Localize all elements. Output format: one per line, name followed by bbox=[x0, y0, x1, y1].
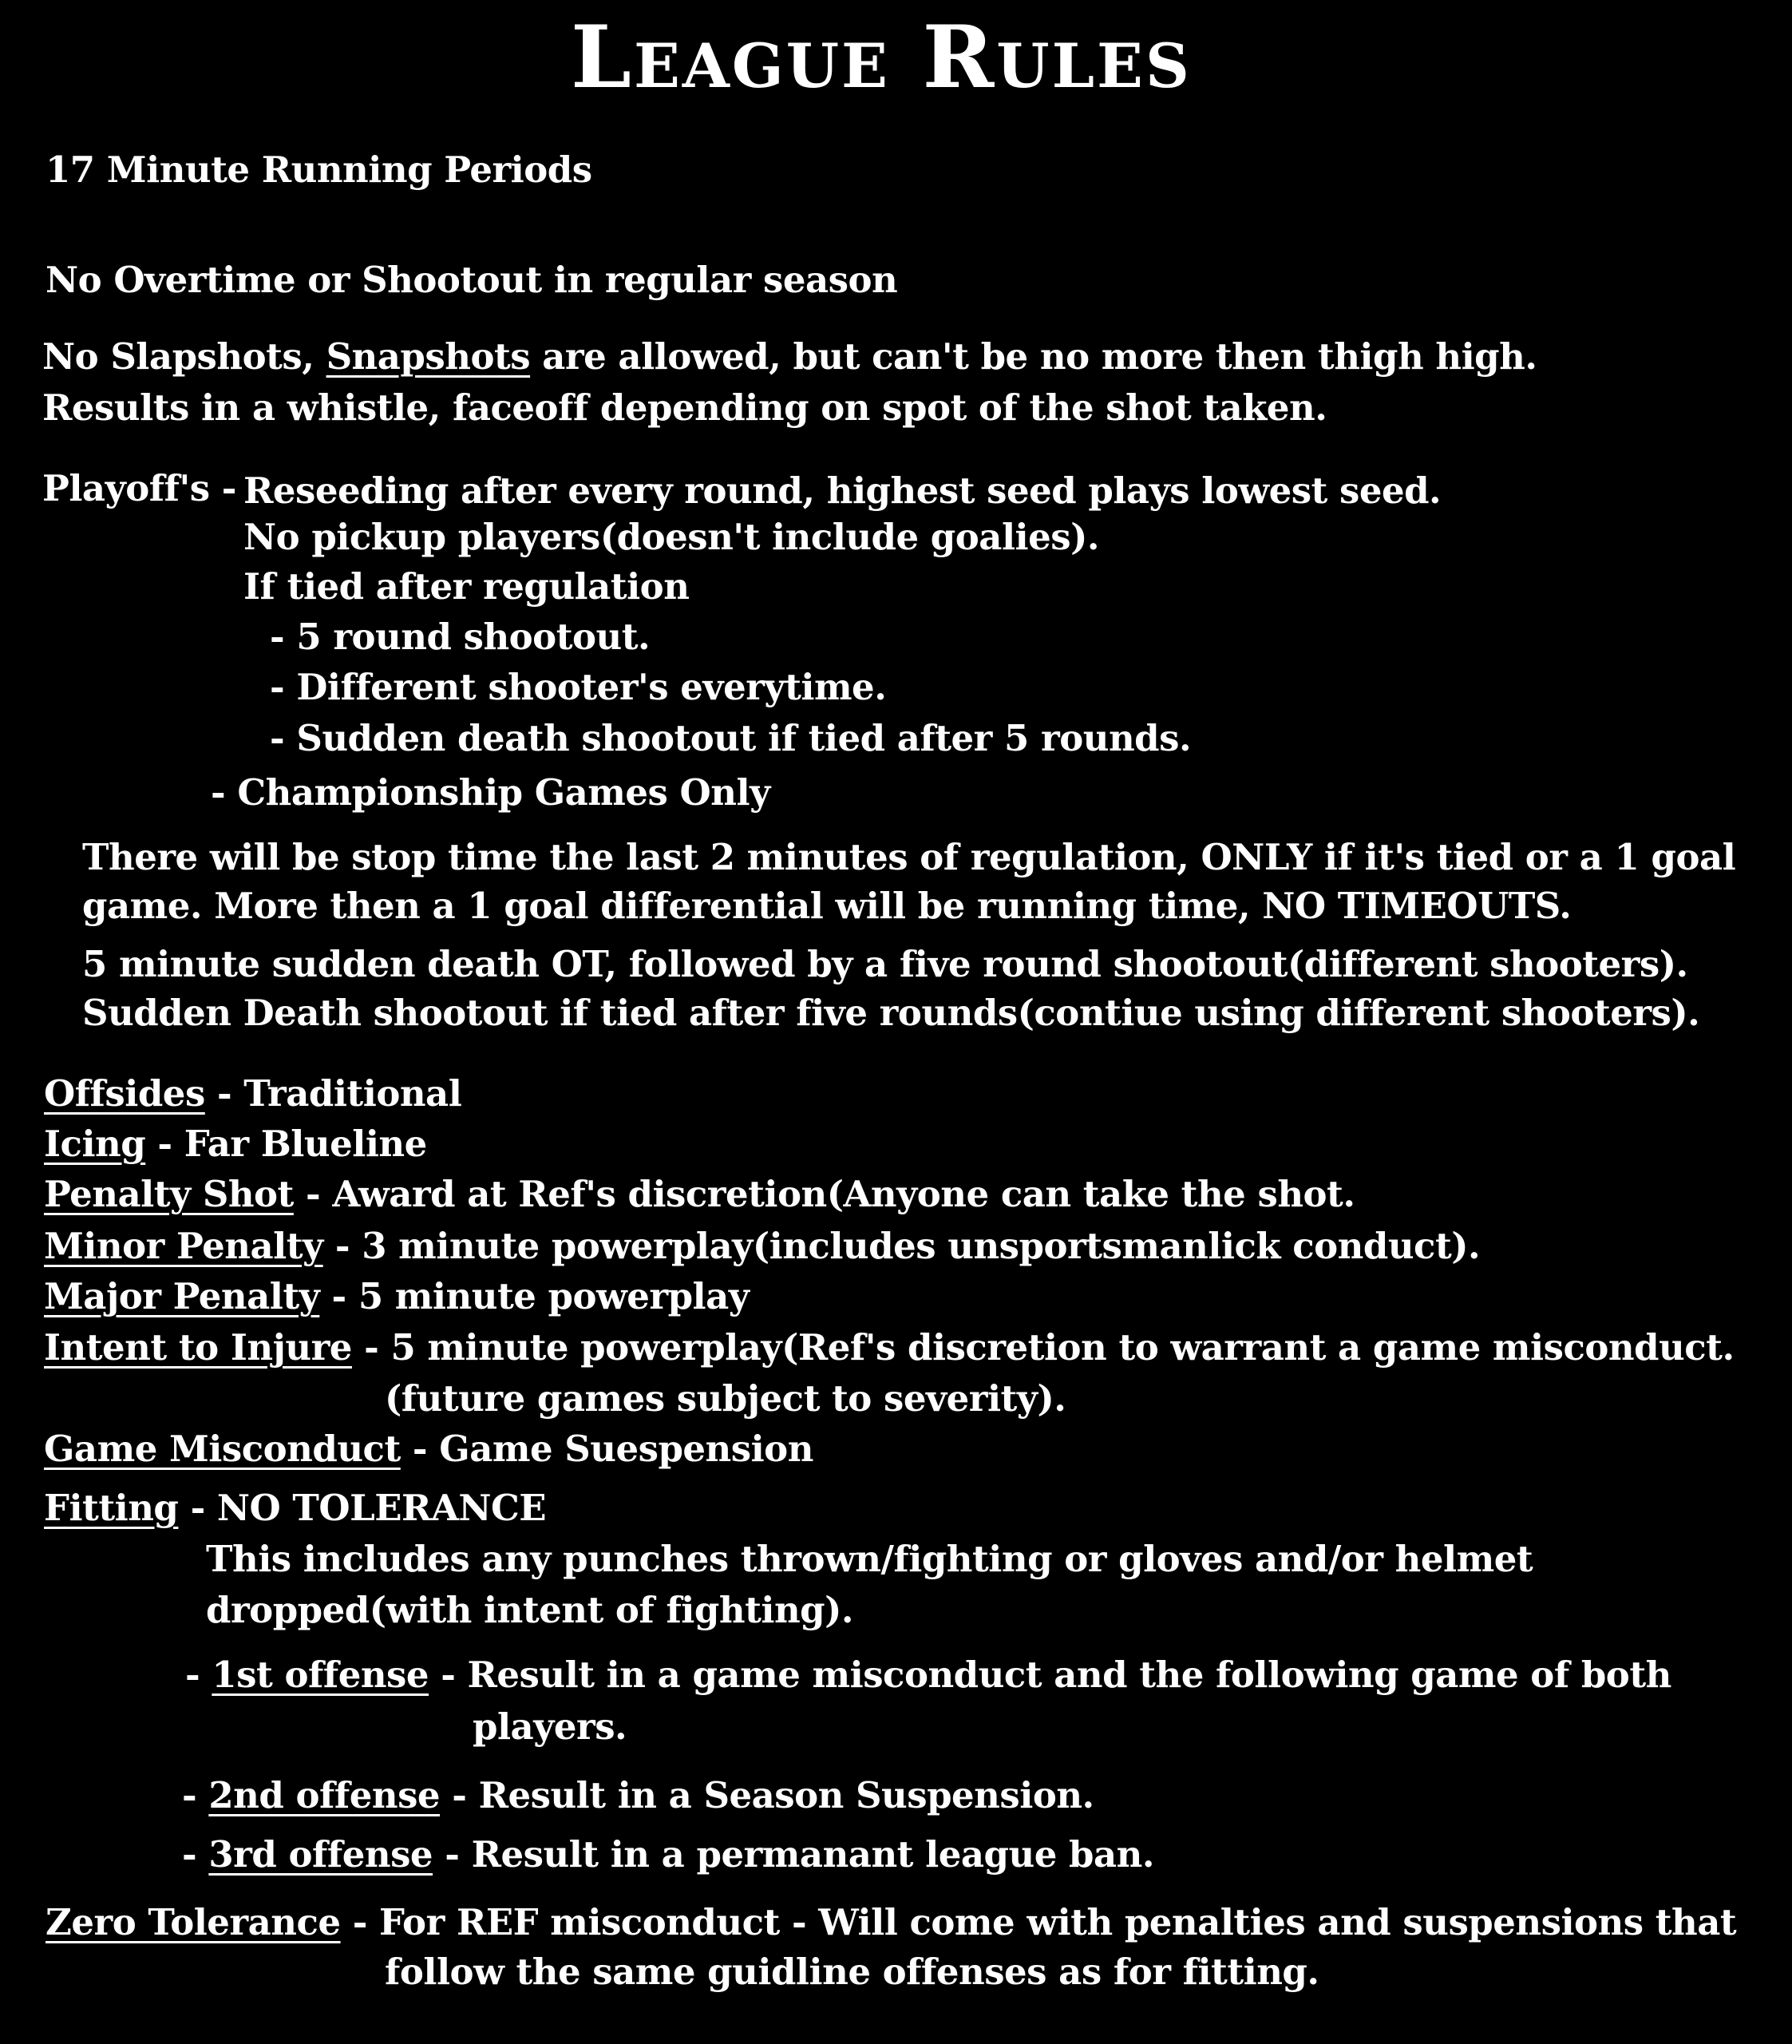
offense-term: 1st offense bbox=[212, 1654, 429, 1696]
offense-desc: - Result in a permanant league ban. bbox=[445, 1833, 1154, 1876]
snapshots-term: Snapshots bbox=[326, 335, 531, 378]
rule-desc: - NO TOLERANCE bbox=[190, 1487, 547, 1529]
rule-term: Zero Tolerance bbox=[45, 1901, 341, 1943]
playoffs-line: - Different shooter's everytime. bbox=[270, 666, 887, 708]
offense-term: 2nd offense bbox=[208, 1774, 441, 1816]
fitting-offense-1 bbox=[185, 1654, 1671, 1696]
rule-intent-to-injure-cont: (future games subject to severity). bbox=[385, 1377, 1066, 1420]
fitting-offense-3 bbox=[182, 1833, 1154, 1876]
slapshot-rule bbox=[42, 335, 1537, 378]
rule-term: Offsides bbox=[44, 1072, 205, 1115]
rule-minor-penalty bbox=[44, 1225, 1481, 1267]
fitting-note: This includes any punches thrown/fighting or gloves and/or helmet bbox=[206, 1538, 1533, 1580]
rule-term: Minor Penalty bbox=[44, 1225, 323, 1267]
periods-rule: 17 Minute Running Periods bbox=[45, 149, 592, 191]
playoffs-line: - 5 round shootout. bbox=[270, 616, 651, 658]
page-title: League Rules bbox=[571, 7, 1192, 108]
offense-desc: - Result in a game misconduct and the following game of both bbox=[441, 1654, 1671, 1696]
rule-desc: - Far Blueline bbox=[157, 1123, 427, 1165]
championship-line: Sudden Death shootout if tied after five rounds(contiue using different shooters). bbox=[82, 992, 1700, 1034]
playoffs-line: - Sudden death shootout if tied after 5 rounds. bbox=[270, 717, 1192, 759]
playoffs-line: If tied after regulation bbox=[243, 565, 690, 608]
rule-desc: - 5 minute powerplay bbox=[331, 1275, 750, 1317]
zero-tolerance-cont: follow the same guidline offenses as for fitting. bbox=[385, 1951, 1319, 1993]
fitting-offense-1-cont: players. bbox=[473, 1705, 627, 1748]
rule-icing bbox=[44, 1123, 427, 1165]
rule-penalty-shot bbox=[44, 1173, 1355, 1215]
slapshot-rule-prefix: No Slapshots, bbox=[42, 335, 314, 378]
rule-term: Major Penalty bbox=[44, 1275, 320, 1317]
rule-desc: - Award at Ref's discretion(Anyone can take the shot. bbox=[306, 1173, 1355, 1215]
slapshot-result: Results in a whistle, faceoff depending on spot of the shot taken. bbox=[42, 386, 1327, 429]
rule-desc: - Traditional bbox=[216, 1072, 462, 1115]
offense-dash: - bbox=[182, 1833, 197, 1876]
championship-line: There will be stop time the last 2 minutes of regulation, ONLY if it's tied or a 1 goal bbox=[82, 836, 1736, 878]
rule-term: Penalty Shot bbox=[44, 1173, 294, 1215]
offense-dash: - bbox=[185, 1654, 200, 1696]
rule-desc: - For REF misconduct - Will come with penalties and suspensions that bbox=[352, 1901, 1737, 1943]
playoffs-label: Playoff's - bbox=[42, 467, 236, 509]
fitting-note: dropped(with intent of fighting). bbox=[206, 1589, 854, 1631]
championship-line: 5 minute sudden death OT, followed by a five round shootout(different shooters). bbox=[82, 943, 1688, 985]
playoffs-line: Reseeding after every round, highest seed plays lowest seed. bbox=[243, 469, 1442, 512]
rule-term: Icing bbox=[44, 1123, 146, 1165]
offense-term: 3rd offense bbox=[208, 1833, 433, 1876]
championship-line: game. More then a 1 goal differential will be running time, NO TIMEOUTS. bbox=[82, 885, 1572, 927]
rule-game-misconduct bbox=[44, 1428, 813, 1470]
rule-term: Intent to Injure bbox=[44, 1326, 352, 1369]
overtime-rule: No Overtime or Shootout in regular season bbox=[45, 259, 898, 301]
slapshot-rule-rest: are allowed, but can't be no more then thigh high. bbox=[542, 335, 1537, 378]
rule-desc: - 5 minute powerplay(Ref's discretion to warrant a game misconduct. bbox=[364, 1326, 1735, 1369]
rule-major-penalty bbox=[44, 1275, 750, 1317]
rule-term: Game Misconduct bbox=[44, 1428, 401, 1470]
rule-desc: - 3 minute powerplay(includes unsportsmanlick conduct). bbox=[334, 1225, 1481, 1267]
rule-intent-to-injure bbox=[44, 1326, 1735, 1369]
rule-fitting bbox=[44, 1487, 547, 1529]
playoffs-line: - Championship Games Only bbox=[211, 771, 770, 814]
offense-dash: - bbox=[182, 1774, 197, 1816]
offense-desc: - Result in a Season Suspension. bbox=[452, 1774, 1094, 1816]
rule-zero-tolerance bbox=[45, 1901, 1737, 1943]
rule-desc: - Game Suespension bbox=[412, 1428, 813, 1470]
rule-term: Fitting bbox=[44, 1487, 179, 1529]
playoffs-line: No pickup players(doesn't include goalies). bbox=[243, 516, 1100, 558]
fitting-offense-2 bbox=[182, 1774, 1094, 1816]
rule-offsides bbox=[44, 1072, 462, 1115]
